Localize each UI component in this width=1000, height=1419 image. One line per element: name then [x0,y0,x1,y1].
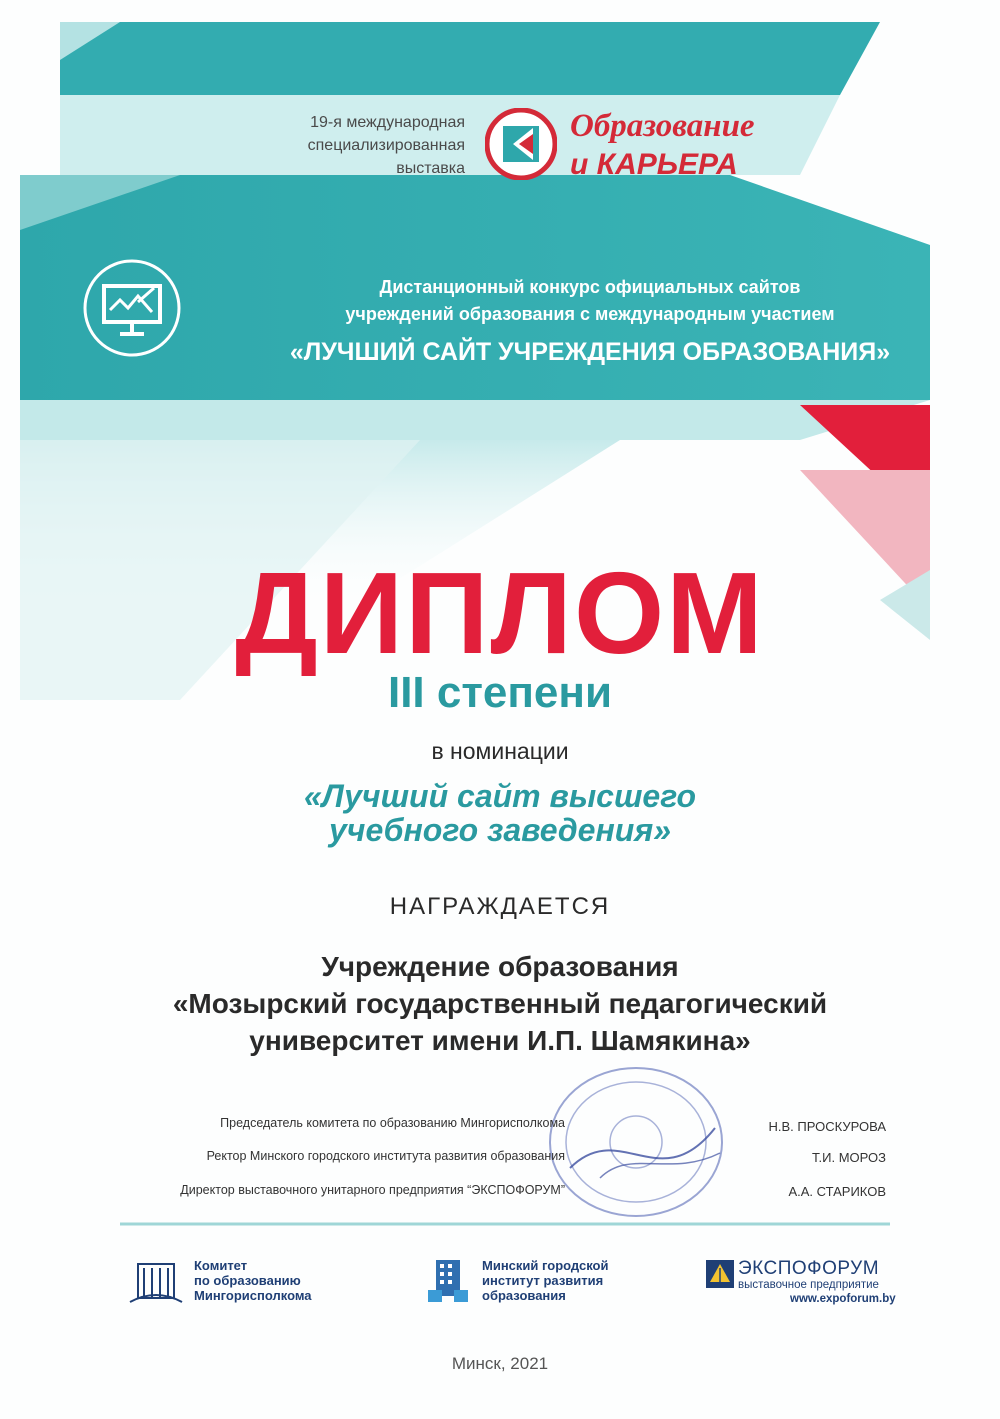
recipient-line-1: Учреждение образования [321,951,679,982]
education-career-logo-icon [485,108,557,180]
recipient-line-2: «Мозырский государственный педагогический [172,988,828,1019]
signature-name-3: А.А. СТАРИКОВ [788,1184,886,1199]
signature-position-3: Директор выставочного унитарного предприятия “ЭКСПОФОРУМ” [180,1183,565,1197]
contest-line-1: Дистанционный конкурс официальных сайтов [379,277,801,297]
signature-position-1: Председатель комитета по образованию Мингорисполкома [220,1116,565,1130]
official-stamp-icon [540,1058,740,1228]
footer-org-3-url[interactable]: www.expoforum.by [790,1293,896,1305]
exhibition-logo-title-1: Образование [570,108,755,144]
footer-org-2-line-3: образования [482,1288,566,1303]
footer-org-1 [194,1258,312,1303]
exhibition-line-2: специализированная [307,137,465,154]
diploma-title: ДИПЛОМ [235,548,765,678]
exhibition-line-3: выставка [396,160,465,177]
signature-name-2: Т.И. МОРОЗ [812,1150,886,1165]
footer-org-1-line-1: Комитет [194,1258,248,1273]
nomination-intro: в номинации [431,738,569,764]
nomination-line-1: «Лучший сайт высшего [303,778,697,814]
expoforum-logo-icon [706,1260,734,1288]
nomination-line-2: учебного заведения» [329,812,671,848]
city-institute-building-icon [422,1256,474,1306]
exhibition-line-1: 19-я международная [310,114,465,131]
signature-name-1: Н.В. ПРОСКУРОВА [768,1119,886,1134]
contest-line-2: учреждений образования с международным участием [345,304,835,324]
awarded-label: НАГРАЖДАЕТСЯ [389,893,611,920]
monitor-drawing-icon [82,258,182,358]
signature-position-2: Ректор Минского городского института развития образования [206,1149,565,1163]
recipient-line-3: университет имени И.П. Шамякина» [249,1025,751,1056]
exhibition-logo-title-2: и КАРЬЕРА [570,148,738,181]
city-year: Минск, 2021 [451,1354,549,1373]
footer-org-2-line-1: Минский городской [482,1258,609,1273]
footer-org-3-name: ЭКСПОФОРУМ [738,1258,880,1279]
footer-org-2 [482,1258,608,1303]
footer-org-3-sub: выставочное предприятие [738,1279,879,1291]
city-committee-building-icon [128,1258,184,1304]
footer-org-1-line-2: по образованию [194,1273,301,1288]
footer-org-2-line-2: институт развития [482,1273,604,1288]
footer-org-1-line-3: Мингорисполкома [194,1288,312,1303]
contest-title: «ЛУЧШИЙ САЙТ УЧРЕЖДЕНИЯ ОБРАЗОВАНИЯ» [289,338,891,366]
diploma-degree: III степени [387,668,613,717]
